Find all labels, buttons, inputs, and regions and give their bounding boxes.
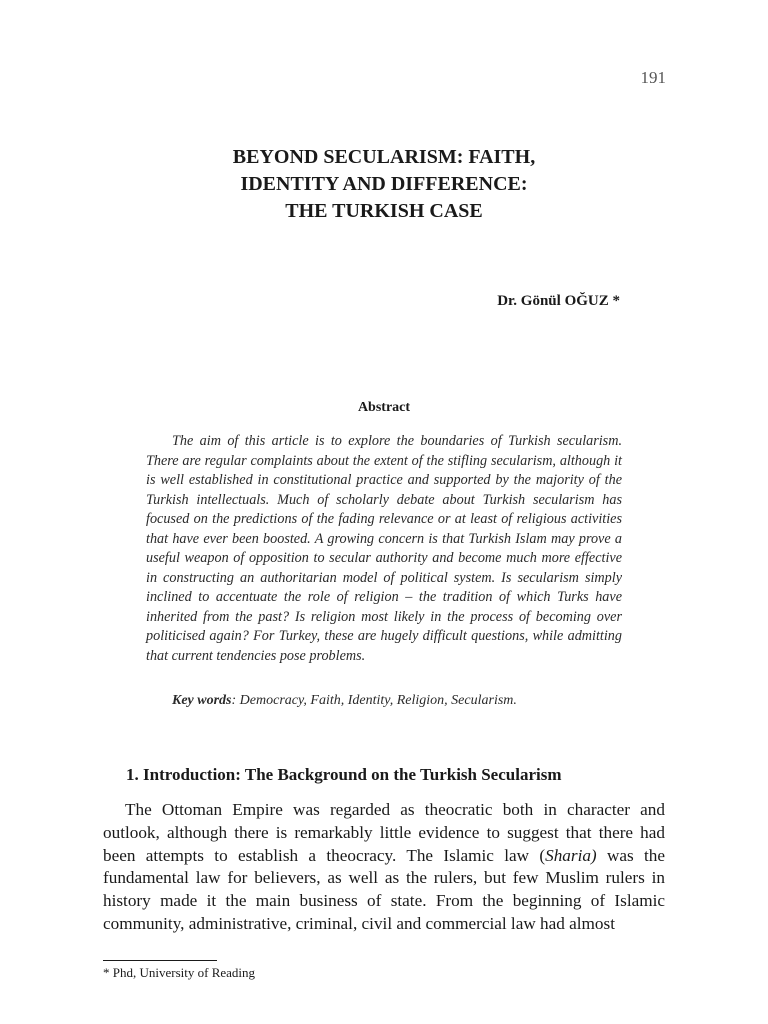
footnote-rule (103, 960, 217, 961)
abstract-heading: Abstract (357, 400, 411, 415)
body-text-part-2: was the fundamental law for believers, as well as the rulers, but few Muslim rulers in history made it the main business of state. From the beginning of Islamic community, administrative, criminal, civil and commercial law had almost (103, 845, 665, 933)
keywords-separator: : (231, 693, 240, 708)
sharia-term: Sharia) (545, 845, 597, 865)
keywords (172, 693, 517, 709)
title-line-1: BEYOND SECULARISM: FAITH, (232, 146, 536, 168)
body-text (103, 799, 665, 936)
title-line-2: IDENTITY AND DIFFERENCE: (240, 173, 528, 195)
section-heading: 1. Introduction: The Background on the Turkish Secularism (126, 765, 562, 784)
article-title (0, 144, 768, 225)
body-paragraph (103, 799, 665, 936)
title-line-3: THE TURKISH CASE (285, 200, 483, 222)
abstract-body (146, 432, 622, 666)
author-name: Dr. Gönül OĞUZ * (497, 293, 620, 309)
keywords-text: Democracy, Faith, Identity, Religion, Secularism. (239, 693, 517, 708)
body-text-part-1: The Ottoman Empire was regarded as theocratic both in character and outlook, although there is remarkably little evidence to suggest that there had been attempts to establish a theocracy. The Islamic law ( (103, 800, 665, 865)
footnote: * Phd, University of Reading (103, 965, 256, 980)
keywords-label: Key words (172, 693, 232, 708)
page-number: 191 (640, 68, 666, 87)
abstract-text: The aim of this article is to explore the boundaries of Turkish secularism. There are regular complaints about the extent of the stifling secularism, although it is well established in constitutional practice and supported by the majority of the Turkish intellectuals. Much of scholarly debate about Turkish secularism has focused on the predictions of the fading relevance or at least of religious activities that have ever been boosted. A growing concern is that Turkish Islam may prove a useful weapon of opposition to secular authority and become much more effective in constructing an authoritarian model of political system. Is secularism simply inclined to accentuate the role of religion – the tradition of which Turks have inherited from the past? Is religion most likely in the process of becoming over politicised again? For Turkey, these are hugely difficult questions, while admitting that current tendencies pose problems. (146, 433, 622, 664)
